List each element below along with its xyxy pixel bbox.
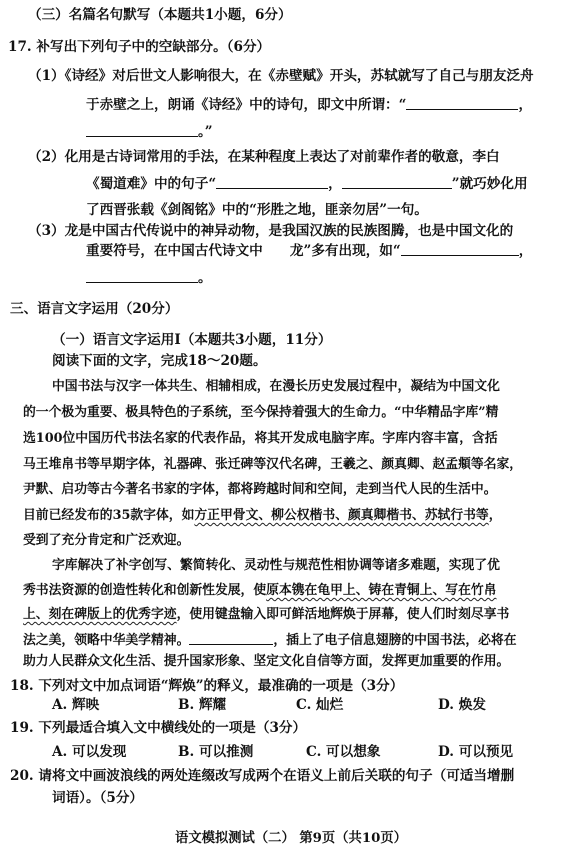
q17-part3-line1 bbox=[28, 225, 513, 239]
passage-line-6-b: ， bbox=[488, 508, 502, 523]
q17-part1-sep: ， bbox=[518, 97, 533, 113]
q17-part3-a: （3）龙是中国古代传说中的神异动物，是我国汉族的民族图腾，也是中国文化的 bbox=[28, 223, 514, 239]
q17-part3-line2-b: 龙”多有出现，如“ bbox=[289, 243, 401, 259]
passage-line-11-b: ，插上了电子信息翅膀的中国书法，必将在 bbox=[273, 633, 517, 648]
q17-part1-line2 bbox=[86, 98, 532, 113]
q19-option-c[interactable]: C. 可以想象 bbox=[306, 744, 381, 760]
answer-blank[interactable] bbox=[401, 244, 519, 256]
passage-line-7: 受到了充分肯定和广泛欢迎。 bbox=[23, 533, 190, 548]
passage-line-10 bbox=[23, 609, 509, 622]
answer-blank[interactable] bbox=[406, 98, 518, 110]
question-20-line-2: 词语）。（5分） bbox=[52, 790, 144, 806]
passage-line-2: 的一个极为重要、极具特色的子系统，至今保持着强大的生命力。“中华精品字库”精 bbox=[23, 405, 499, 420]
q17-part2-c: ”就巧妙化用 bbox=[451, 176, 528, 192]
answer-blank[interactable] bbox=[86, 271, 198, 283]
section-3-title: 三、语言文字运用（20分） bbox=[10, 301, 179, 317]
passage-line-10-b: ，使用键盘输入即可鲜活地辉焕于屏幕，使人们时刻尽享书 bbox=[176, 607, 510, 622]
answer-blank[interactable] bbox=[216, 177, 328, 189]
answer-blank[interactable] bbox=[86, 125, 198, 137]
passage-line-4: 马王堆帛书等早期字体，礼器碑、张迁碑等汉代名碑，王羲之、颜真卿、赵孟頫等名家， bbox=[23, 457, 523, 472]
passage-line-6 bbox=[23, 510, 502, 523]
q17-part2-a: 《蜀道难》中的句子“ bbox=[86, 176, 217, 192]
reading-instruction: 阅读下面的文字，完成18～20题。 bbox=[52, 353, 267, 369]
q18-option-c[interactable]: C. 灿烂 bbox=[296, 697, 344, 713]
q17-part3-line2-a: 重要符号，在中国古代诗文中 bbox=[86, 243, 263, 259]
passage-line-6-a: 目前已经发布的35款字体，如 bbox=[23, 508, 195, 523]
wavy-underline-1: 方正甲骨文、柳公权楷书、颜真卿楷书、苏轼行书等 bbox=[194, 508, 489, 523]
question-17-stem: 17. 补写出下列句子中的空缺部分。（6分） bbox=[8, 39, 271, 55]
passage-line-11 bbox=[23, 633, 517, 648]
page-footer: 语文模拟测试（二） 第9页（共10页） bbox=[175, 830, 407, 846]
passage-line-12: 助力人民群众文化生活、提升国家形象、坚定文化自信等方面，发挥更加重要的作用。 bbox=[23, 654, 510, 669]
q17-part2-line1: （2）化用是古诗词常用的手法，在某种程度上表达了对前辈作者的敬意，李白 bbox=[28, 149, 500, 165]
question-18-stem: 18. 下列对文中加点词语“辉焕”的释义，最准确的一项是（3分） bbox=[10, 678, 404, 694]
q18-option-b[interactable]: B. 辉耀 bbox=[178, 697, 227, 713]
q19-option-d[interactable]: D. 可以预见 bbox=[438, 744, 514, 760]
wavy-underline-2b: 上、刻在碑版上的优秀字迹 bbox=[23, 607, 177, 622]
answer-blank[interactable] bbox=[342, 177, 452, 189]
section-2-part-3-title: （三）名篇名句默写（本题共1小题，6分） bbox=[28, 7, 292, 23]
fill-in-blank[interactable] bbox=[189, 633, 273, 645]
q18-option-d[interactable]: D. 焕发 bbox=[438, 697, 486, 713]
q17-part2-line2 bbox=[86, 177, 528, 192]
q17-part1-line1: （1）《诗经》对后世文人影响很大，在《赤壁赋》开头，苏轼就写了自己与朋友泛舟 bbox=[28, 68, 534, 84]
passage-line-9-a: 秀书法资源的创造性转化和创新性发展，使 bbox=[23, 583, 267, 598]
section-3-subtitle: （一）语言文字运用Ⅰ（本题共3小题，11分） bbox=[52, 332, 332, 348]
passage-line-5: 尹默、启功等古今著名书家的字体，都将跨越时间和空间，走到当代人民的生活中。 bbox=[23, 482, 497, 497]
q18-option-a[interactable]: A. 辉映 bbox=[52, 697, 100, 713]
q19-option-a[interactable]: A. 可以发现 bbox=[52, 744, 127, 760]
q19-option-b[interactable]: B. 可以推测 bbox=[178, 744, 254, 760]
q17-part1-line2-text: 于赤壁之上，朗诵《诗经》中的诗句，即文中所谓：“ bbox=[86, 97, 407, 113]
passage-line-8: 字库解决了补字创写、繁简转化、灵动性与规范性相协调等诸多难题，实现了优 bbox=[52, 558, 500, 573]
question-19-stem: 19. 下列最适合填入文中横线处的一项是（3分） bbox=[10, 720, 307, 736]
q17-part3-line3 bbox=[86, 271, 212, 286]
q17-part2-line3: 了西晋张载《剑阁铭》中的“形胜之地，匪亲勿居”一句。 bbox=[86, 202, 428, 218]
q17-part3-end: 。 bbox=[198, 270, 212, 286]
question-20-line-1: 20. 请将文中画波浪线的两处连缀改写成两个在语义上前后关联的句子（可适当增删 bbox=[10, 768, 515, 784]
q17-part1-end: 。” bbox=[198, 124, 213, 140]
passage-line-11-a: 法之美，领略中华美学精神。 bbox=[23, 633, 190, 648]
passage-line-3: 选100位中国历代书法名家的代表作品，将其开发成电脑字库。字库内容丰富，含括 bbox=[23, 431, 498, 446]
passage-line-1: 中国书法与汉字一体共生、相辅相成，在漫长历史发展过程中，凝结为中国文化 bbox=[52, 379, 500, 394]
q17-part2-b: ， bbox=[328, 176, 342, 192]
q17-part3-line2-c: ， bbox=[518, 243, 533, 259]
passage-line-9 bbox=[23, 585, 496, 598]
q17-part3-line2 bbox=[86, 244, 532, 259]
wavy-underline-2a: 原本镌在龟甲上、铸在青铜上、写在竹帛 bbox=[266, 583, 497, 598]
q17-part1-line3 bbox=[86, 125, 213, 140]
